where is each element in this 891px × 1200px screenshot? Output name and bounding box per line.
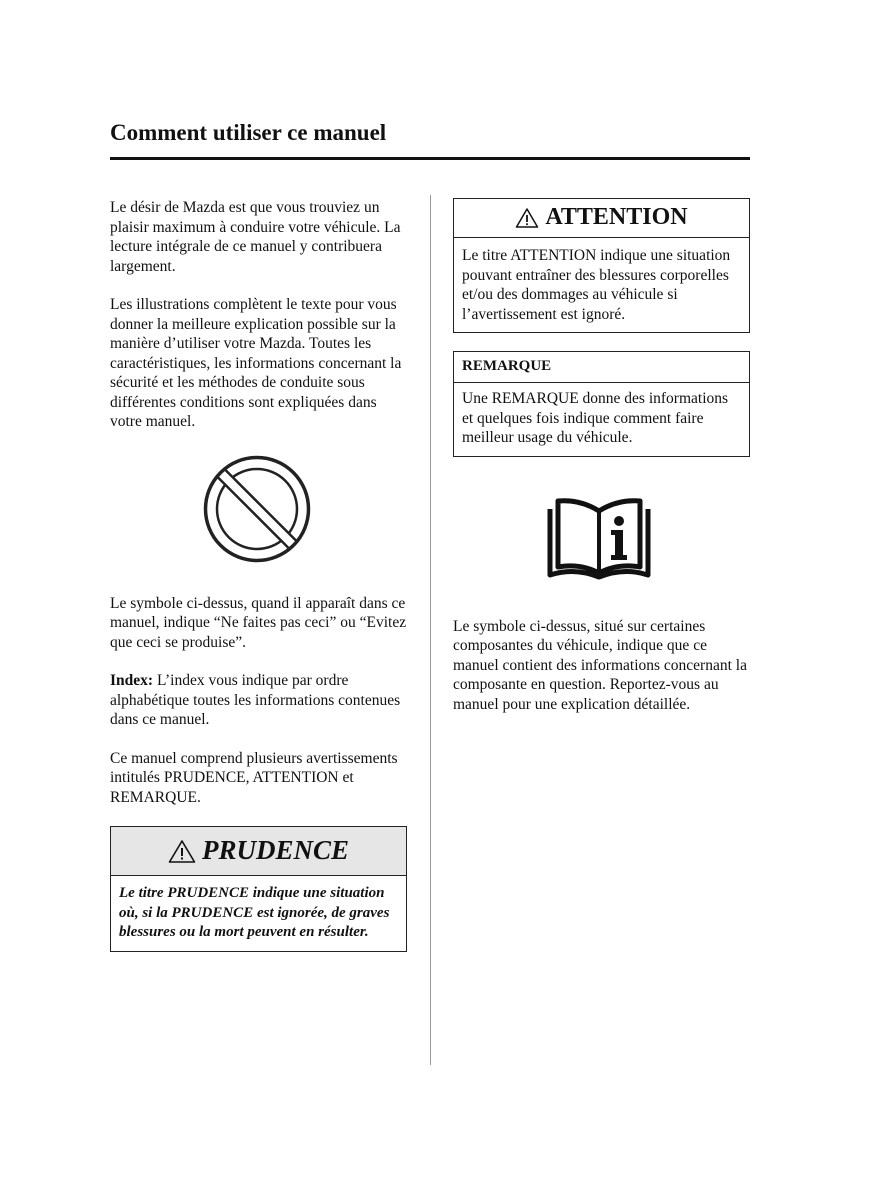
intro-paragraph: Le désir de Mazda est que vous trouviez un plaisir maximum à conduire votre véhicule. La lecture intégrale de ce manuel y contribuera largement. bbox=[110, 199, 401, 275]
attention-box bbox=[453, 198, 750, 333]
index-text: L’index vous indique par ordre alphabétique toutes les informations contenues dans ce manuel. bbox=[110, 672, 401, 728]
prohibition-explanation: Le symbole ci-dessus, quand il apparaît dans ce manuel, indique “Ne faites pas ceci” ou “Evitez que ceci se produise”. bbox=[110, 594, 407, 651]
attention-body: Le titre ATTENTION indique une situation pouvant entraîner des blessures corporelles et/ou des dommages au véhicule si l’avertissement est ignoré. bbox=[462, 247, 731, 323]
attention-header bbox=[454, 199, 749, 238]
index-label: Index: bbox=[110, 672, 154, 689]
info-symbol-explanation: Le symbole ci-dessus, situé sur certaines composantes du véhicule, indique que ce manuel contient des informations concernant la composante en question. Reportez-vous au manuel pour une explication détaillée. bbox=[453, 617, 747, 713]
warnings-paragraph: Ce manuel comprend plusieurs avertissements intitulés PRUDENCE, ATTENTION et REMARQUE. bbox=[110, 749, 398, 806]
remarque-box bbox=[453, 351, 750, 457]
title-rule bbox=[110, 157, 750, 160]
prohibition-icon bbox=[202, 454, 312, 564]
prudence-header bbox=[111, 827, 406, 876]
remarque-body: Une REMARQUE donne des informations et quelques fois indique comment faire meilleur usage du véhicule. bbox=[462, 390, 729, 446]
prudence-box bbox=[110, 826, 407, 952]
index-paragraph bbox=[110, 671, 410, 730]
remarque-header: REMARQUE bbox=[454, 352, 749, 383]
attention-title: ATTENTION bbox=[545, 204, 688, 231]
left-column bbox=[110, 198, 410, 952]
warning-triangle-icon bbox=[168, 839, 196, 864]
prudence-title: PRUDENCE bbox=[201, 835, 350, 866]
right-column bbox=[453, 198, 751, 733]
warning-triangle-icon bbox=[515, 207, 539, 229]
page-title: Comment utiliser ce manuel bbox=[110, 120, 387, 145]
column-divider bbox=[430, 195, 431, 1065]
prudence-body: Le titre PRUDENCE indique une situation où, si la PRUDENCE est ignorée, de graves blessures ou la mort peuvent en résulter. bbox=[119, 885, 390, 940]
info-book-icon bbox=[546, 497, 652, 583]
illustrations-paragraph: Les illustrations complètent le texte pour vous donner la meilleure explication possible sur la manière d’utiliser votre Mazda. Toutes les caractéristiques, les informations concernant la sécurité et les méthodes de conduite sous différentes conditions sont expliquées dans votre manuel. bbox=[110, 296, 402, 430]
